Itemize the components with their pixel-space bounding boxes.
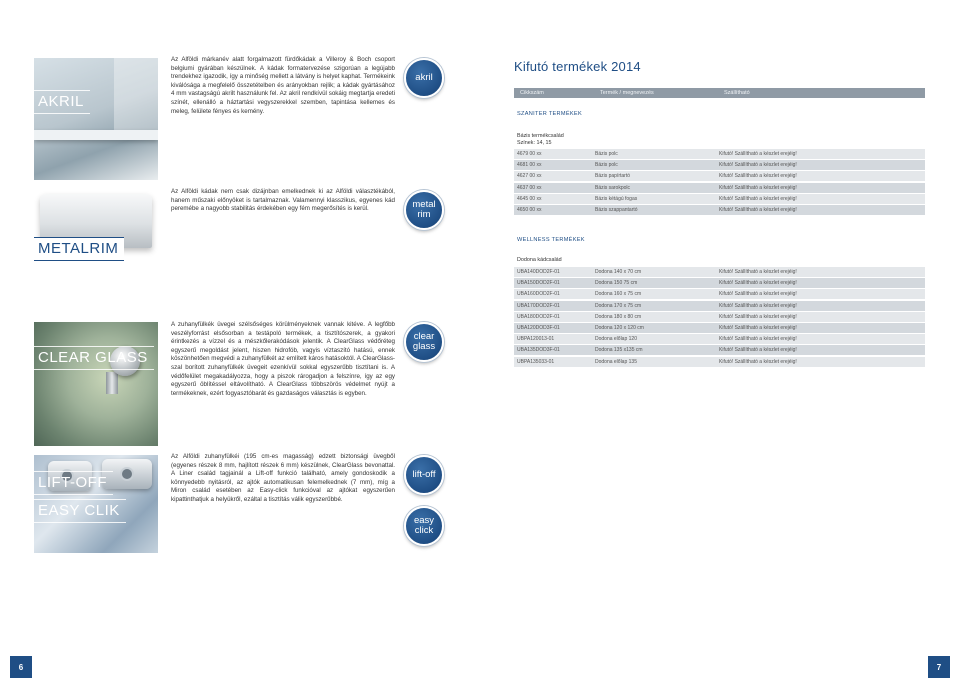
metalrim-paragraph: Az Alföldi kádak nem csak dizájnban emelkednek ki az Alföldi választékából, hanem műszaki előnyöket is tartalmaznak. Valamennyi klasszikus, egyenes kád peremébe a nagyobb stabilitás érdekében egy fém megerősítés is kerül. [171,188,395,213]
akril-label: AKRIL [34,90,90,114]
table-header [514,88,925,98]
lift-off-paragraph: Az Alföldi zuhanyfülkéi (195 cm-es magasság) edzett biztonsági üvegből (egyenes részek 8 mm, hajlított részek 6 mm) készülnek, ClearGlass bevonattal. A Liner család tagjainál a Lift-off funkció található, amely gondoskodik a könnyedebb nyitásról, az ajtók automatikusan felemelkednek (7 mm), míg a Miron család esetében az Easy-click funkcióval az ajtókat egyszerűen kipattinthatjuk a helyükről, ezáltal a tisztítás válik egyszerűbbé. [171,453,395,503]
clear-glass-photo [34,322,158,446]
table-row: 4645 00 xx Bázis kétágú fogas Kifutó! Szállítható a készlet erejéig! [514,194,925,204]
table-row: 4679 00 xx Bázis polc Kifutó! Szállítható a készlet erejéig! [514,149,925,159]
group-colors-bazis: Színek: 14, 15 [517,140,552,146]
column-header-code: Cikkszám [520,90,544,96]
table-row: UBA180DOD2F-01 Dodona 180 x 80 cm Kifutó! Szállítható a készlet erejéig! [514,312,925,322]
column-header-product: Termék / megnevezés [600,90,654,96]
table-row: 4637 00 xx Bázis sarokpolc Kifutó! Szállítható a készlet erejéig! [514,183,925,193]
table-row: UBA150DOD2F-01 Dodona 150 75 cm Kifutó! Szállítható a készlet erejéig! [514,278,925,288]
table-row: UBA140DOD2F-01 Dodona 140 x 70 cm Kifutó! Szállítható a készlet erejéig! [514,267,925,277]
table-row: UBPA120013-01 Dodona előlap 120 Kifutó! Szállítható a készlet erejéig! [514,334,925,344]
section-title-szaniter: SZANITER TERMÉKEK [517,111,582,117]
page-number-left: 6 [10,656,32,678]
page-number-right: 7 [928,656,950,678]
lift-off-badge: lift-off [404,455,444,495]
easy-click-badge: easy click [404,506,444,546]
akril-badge: akril [404,58,444,98]
group-title-bazis: Bázis termékcsalád [517,133,564,139]
metalrim-badge: metal rim [404,190,444,230]
easy-clik-label: EASY CLIK [34,499,126,523]
metalrim-label: METALRIM [34,237,124,261]
column-header-availability: Szállítható [724,90,750,96]
clear-glass-label: CLEAR GLASS [34,346,154,370]
table-row: UBA135DOD3F-01 Dodona 135 x135 cm Kifutó! Szállítható a készlet erejéig! [514,345,925,355]
clear-glass-badge: clear glass [404,322,444,362]
table-row: 4681 00 xx Bázis polc Kifutó! Szállítható a készlet erejéig! [514,160,925,170]
table-row: 4627 00 xx Bázis papírtartó Kifutó! Szállítható a készlet erejéig! [514,171,925,181]
akril-photo [34,58,158,180]
table-row: UBA120DOD3F-01 Dodona 120 x 120 cm Kifutó! Szállítható a készlet erejéig! [514,323,925,333]
bazis-table [514,149,925,216]
group-title-dodona: Dodona kádcsalád [517,257,562,263]
table-row: UBA170DOD2F-01 Dodona 170 x 75 cm Kifutó! Szállítható a készlet erejéig! [514,301,925,311]
akril-paragraph: Az Alföldi márkanév alatt forgalmazott fürdőkádak a Villeroy & Boch csoport belgiumi gyárában készülnek. A kádak formatervezése szigorúan a legújabb trendekhez igazodik, így a minőség mellett a látvány is helyet kaphat. Termékeink kiválósága a megfelelő összetételben és arányokban rejlik; a kádak gyártásához 4 mm vastagságú akrilt használunk fel. Az akril rendkívül sokáig megtartja eredeti színét, ellenálló a háztartási vegyszerekkel szemben, tapintása kellemes és meleg, felülete fényes és kemény. [171,56,395,115]
table-row: UBA160DOD2F-01 Dodona 160 x 75 cm Kifutó! Szállítható a készlet erejéig! [514,289,925,299]
table-row: UBPA135033-01 Dodona előlap 135 Kifutó! Szállítható a készlet erejéig! [514,357,925,367]
lift-off-photo [34,455,158,553]
table-row: 4650 00 xx Bázis szappantartó Kifutó! Szállítható a készlet erejéig! [514,205,925,215]
page-title: Kifutó termékek 2014 [514,59,641,74]
clear-glass-paragraph: A zuhanyfülkék üvegei szélsőséges körülményeknek vannak kitéve. A legfőbb veszélyforrást elsősorban a testápoló termékek, a tisztítószerek, a gyakori érintkezés a vízzel és a mészkőlerakódások jelentik. A ClearGlass védőréteg egyszerű megoldást jelent, hiszen hidrofób, vagyis víztaszító hatású, ennek köszönhetően megvédi a zuhanyfülkét az említett káros hatásoktól. A ClearGlass-szal borított zuhanyfülkék üvegeit ezenkívül sokkal egyszerűbb tisztítani is. A védőfelület megakadályozza, hogy a piszok rárogadjon a felszínre, így az egy egyszerű öblítéssel eltávolítható. A ClearGlass többszörös védelmet nyújt a termékeknek, ezért fogyasztóbarát és gazdaságos választás is egyben. [171,321,395,397]
section-title-wellness: WELLNESS TERMÉKEK [517,237,585,243]
dodona-table [514,267,925,368]
lift-off-label: LIFT-OFF [34,471,113,495]
